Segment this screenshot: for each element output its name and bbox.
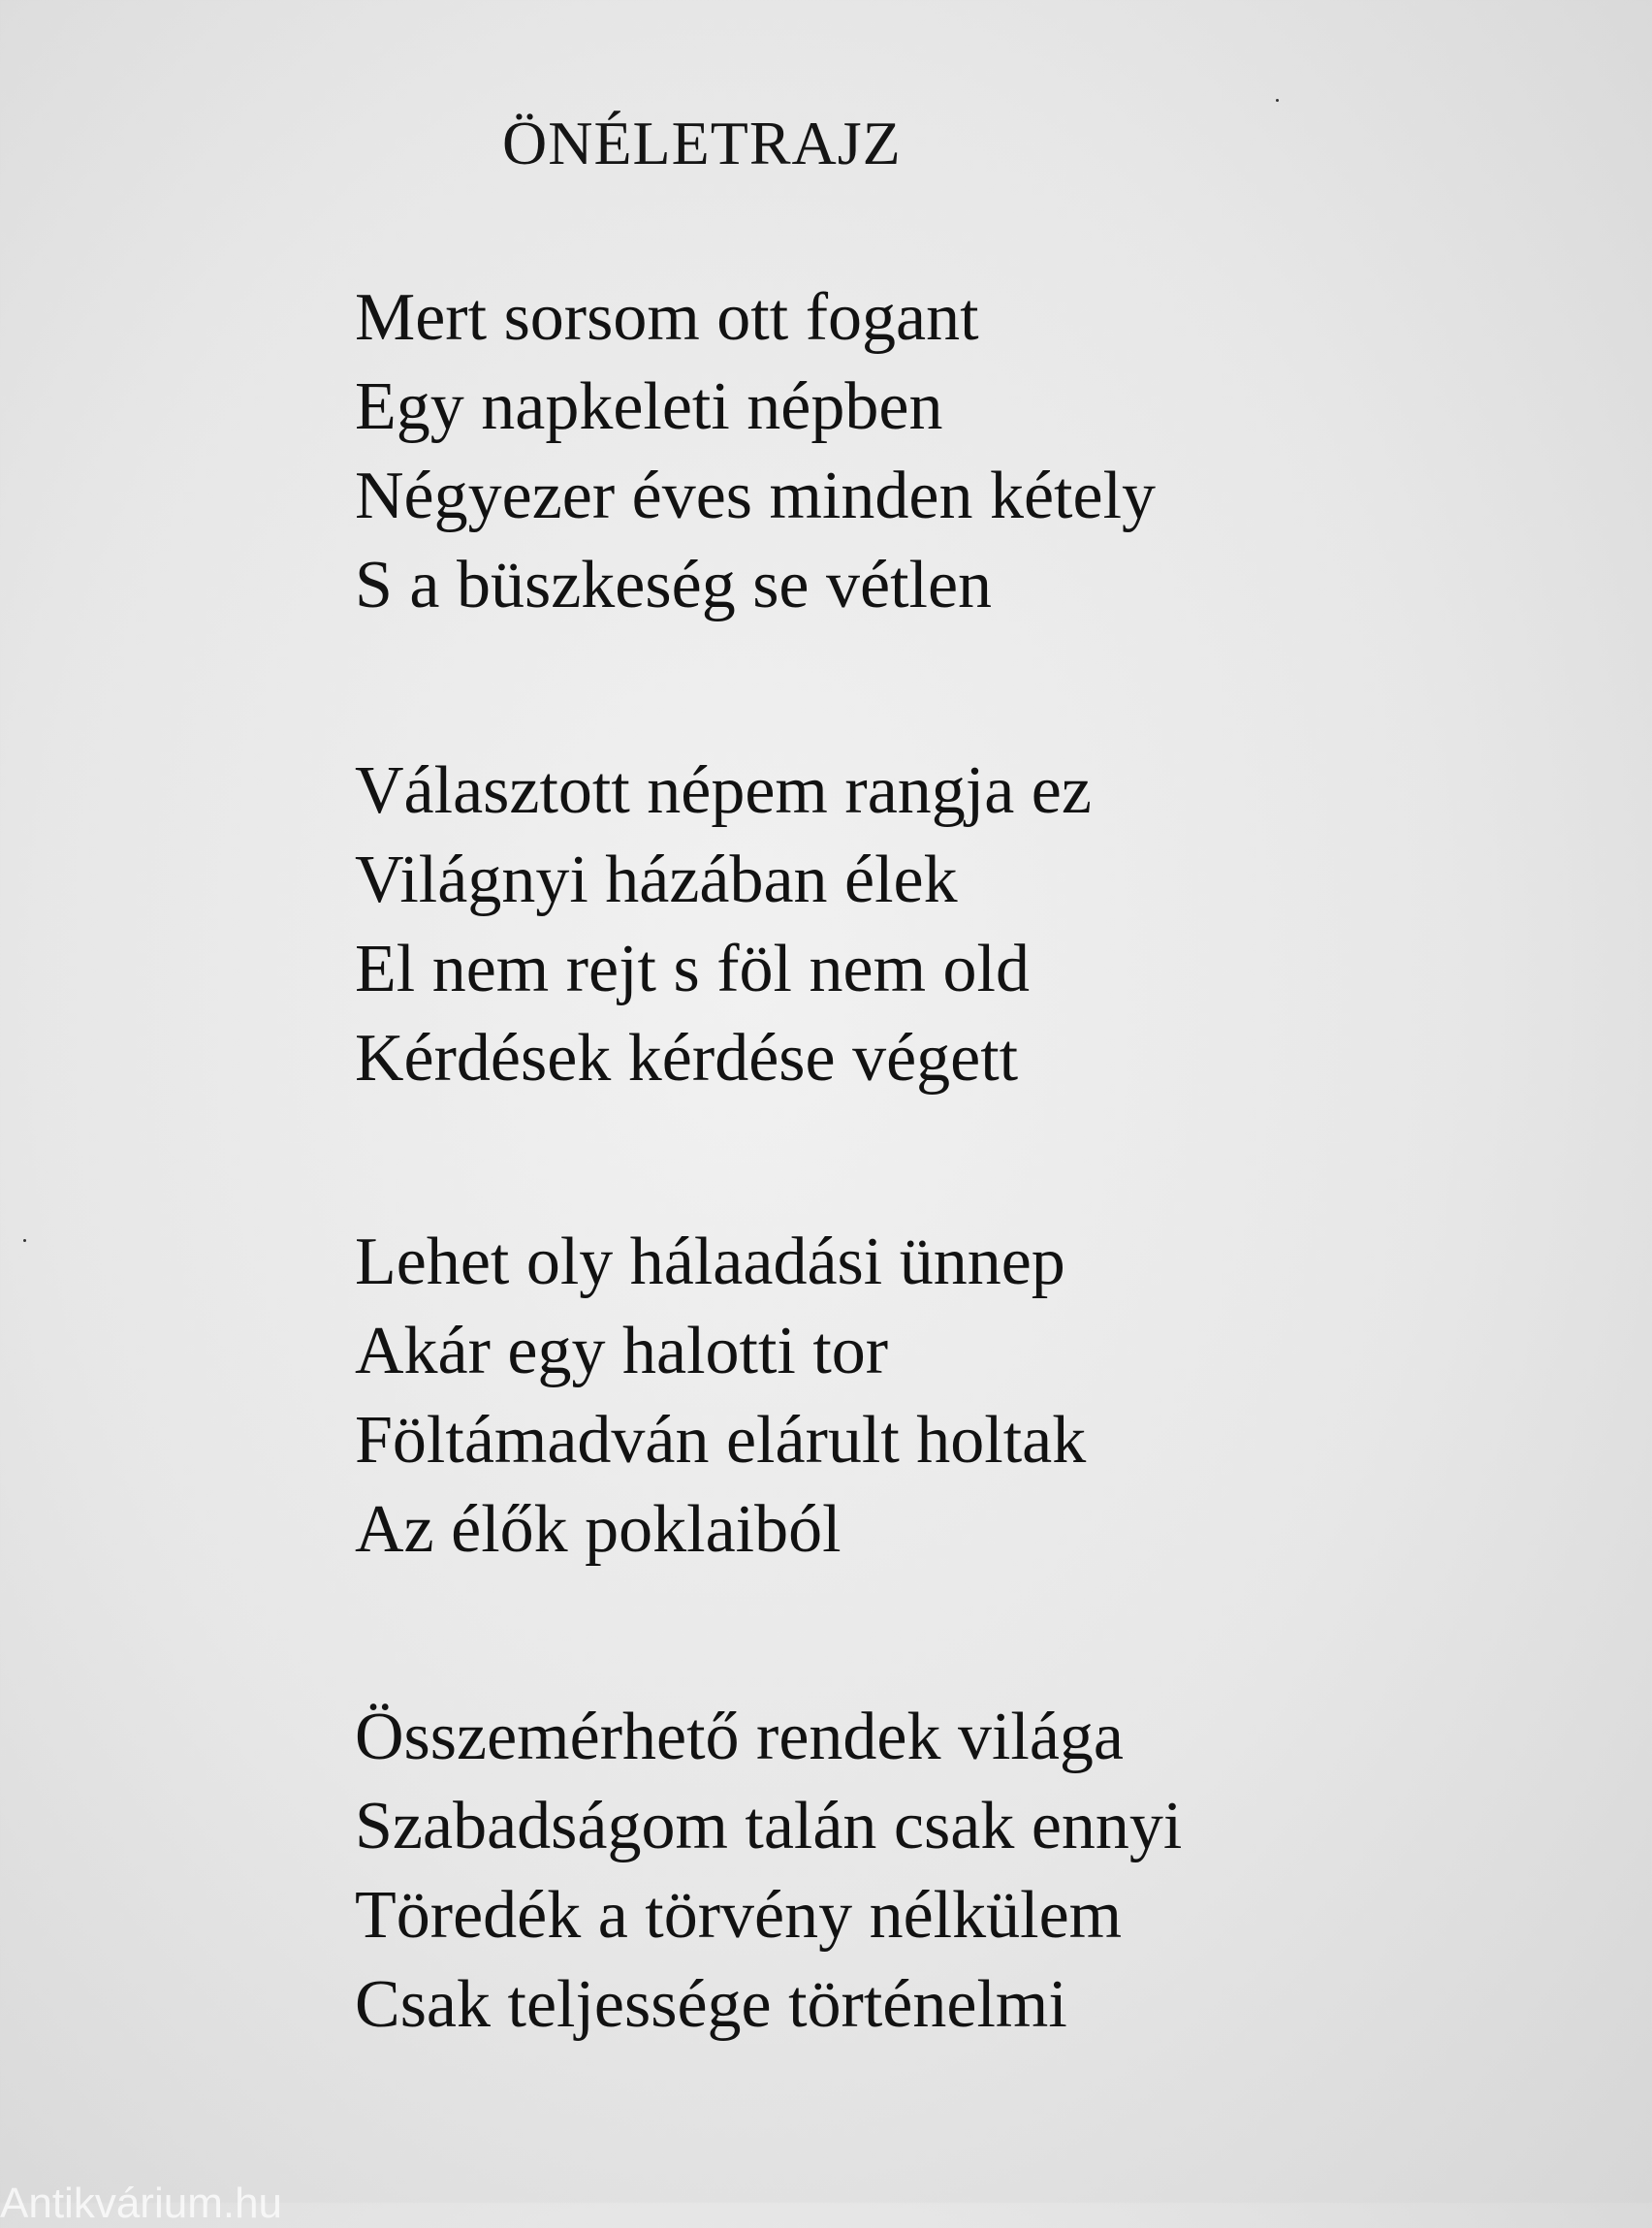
- watermark: Antikvárium.hu: [0, 2180, 283, 2227]
- stanza-1: [355, 273, 1373, 630]
- poem-line: Lehet oly hálaadási ünnep: [355, 1225, 1065, 1299]
- poem-line: Csak teljessége történelmi: [355, 1967, 1067, 2042]
- paper-speck: [23, 1239, 26, 1242]
- stanza-4: [355, 1693, 1373, 2050]
- poem-line: Összemérhető rendek világa: [355, 1700, 1125, 1774]
- poem-line: El nem rejt s föl nem old: [355, 932, 1030, 1006]
- poem-line: Szabadságom talán csak ennyi: [355, 1789, 1183, 1863]
- poem-line: Föltámadván elárult holtak: [355, 1403, 1087, 1478]
- poem-line: Akár egy halotti tor: [355, 1314, 889, 1388]
- poem-line: Töredék a törvény nélkülem: [355, 1878, 1123, 1953]
- poem-line: Választott népem rangja ez: [355, 753, 1092, 828]
- poem-line: S a büszkeség se vétlen: [355, 548, 993, 622]
- poem-body: [355, 273, 1373, 2166]
- poem-line: Világnyi házában élek: [355, 843, 958, 917]
- poem-line: Az élők poklaiból: [355, 1492, 842, 1567]
- poem-line: Mert sorsom ott fogant: [355, 280, 979, 355]
- poem-line: Kérdések kérdése végett: [355, 1021, 1019, 1096]
- poem-title: ÖNÉLETRAJZ: [502, 109, 902, 177]
- poem-line: Egy napkeleti népben: [355, 369, 943, 444]
- poem-line: Négyezer éves minden kétely: [355, 459, 1157, 533]
- stanza-2: [355, 747, 1373, 1103]
- paper-speck: [1276, 99, 1279, 102]
- stanza-3: [355, 1218, 1373, 1575]
